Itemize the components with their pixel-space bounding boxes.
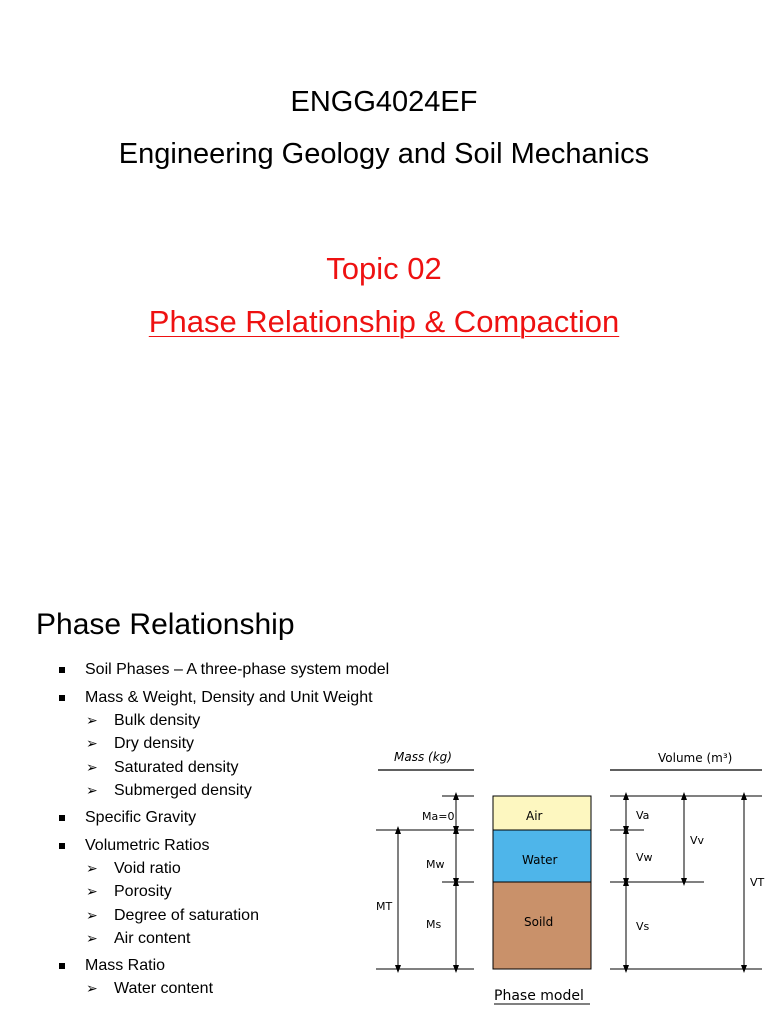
- arrow-bullet-icon: ➢: [86, 907, 98, 923]
- arrow-bullet-icon: ➢: [86, 735, 98, 751]
- diagram-caption: Phase model: [494, 988, 584, 1004]
- topic-title: [0, 304, 768, 340]
- arrow-bullet-icon: ➢: [86, 930, 98, 946]
- sub-list-item: Submerged density: [114, 782, 252, 799]
- sub-list-item: Saturated density: [114, 759, 239, 776]
- volume-solid-label: Vs: [636, 920, 650, 933]
- arrow-bullet-icon: ➢: [86, 712, 98, 728]
- sub-list-item: Bulk density: [114, 712, 201, 729]
- mass-air-label: Ma=0: [422, 810, 455, 823]
- volume-air-label: Va: [636, 809, 650, 822]
- arrow-bullet-icon: ➢: [86, 980, 98, 996]
- sub-list-item: Water content: [114, 980, 214, 997]
- bullet-marker: [59, 843, 65, 849]
- bullet-marker: [59, 963, 65, 969]
- sub-list-item: Air content: [114, 930, 191, 947]
- volume-total-label: VT: [750, 876, 765, 889]
- arrow-bullet-icon: ➢: [86, 860, 98, 876]
- slide-title: Phase Relationship: [36, 608, 295, 641]
- topic-title-text: Phase Relationship & Compaction: [148, 304, 620, 339]
- list-item: Specific Gravity: [85, 809, 197, 826]
- air-phase-label: Air: [526, 809, 543, 823]
- course-code: ENGG4024EF: [290, 86, 478, 118]
- volume-voids-label: Vv: [690, 834, 705, 847]
- course-name: Engineering Geology and Soil Mechanics: [118, 138, 650, 170]
- mass-solid-label: Ms: [426, 918, 442, 931]
- sub-list-item: Porosity: [114, 883, 172, 900]
- volume-header: Volume (m³): [658, 751, 733, 765]
- phase-model-diagram: [370, 740, 768, 1024]
- mass-header: Mass (kg): [394, 750, 452, 764]
- arrow-bullet-icon: ➢: [86, 782, 98, 798]
- bullet-marker: [59, 815, 65, 821]
- solid-phase-label: Soild: [524, 915, 554, 929]
- list-item: Volumetric Ratios: [85, 837, 210, 854]
- sub-list-item: Dry density: [114, 735, 195, 752]
- mass-water-label: Mw: [426, 858, 445, 871]
- bullet-marker: [59, 695, 65, 701]
- water-phase-label: Water: [522, 853, 558, 867]
- phase-relationship-slide: [0, 520, 768, 1024]
- list-item: Soil Phases – A three-phase system model: [85, 661, 390, 678]
- volume-water-label: Vw: [636, 851, 653, 864]
- sub-list-item: Degree of saturation: [114, 907, 259, 924]
- list-item: Mass & Weight, Density and Unit Weight: [85, 689, 373, 706]
- topic-number: Topic 02: [326, 251, 442, 286]
- arrow-bullet-icon: ➢: [86, 759, 98, 775]
- arrow-bullet-icon: ➢: [86, 883, 98, 899]
- list-item: Mass Ratio: [85, 957, 166, 974]
- bullet-marker: [59, 667, 65, 673]
- sub-list-item: Void ratio: [114, 860, 181, 877]
- mass-total-label: MT: [376, 900, 393, 913]
